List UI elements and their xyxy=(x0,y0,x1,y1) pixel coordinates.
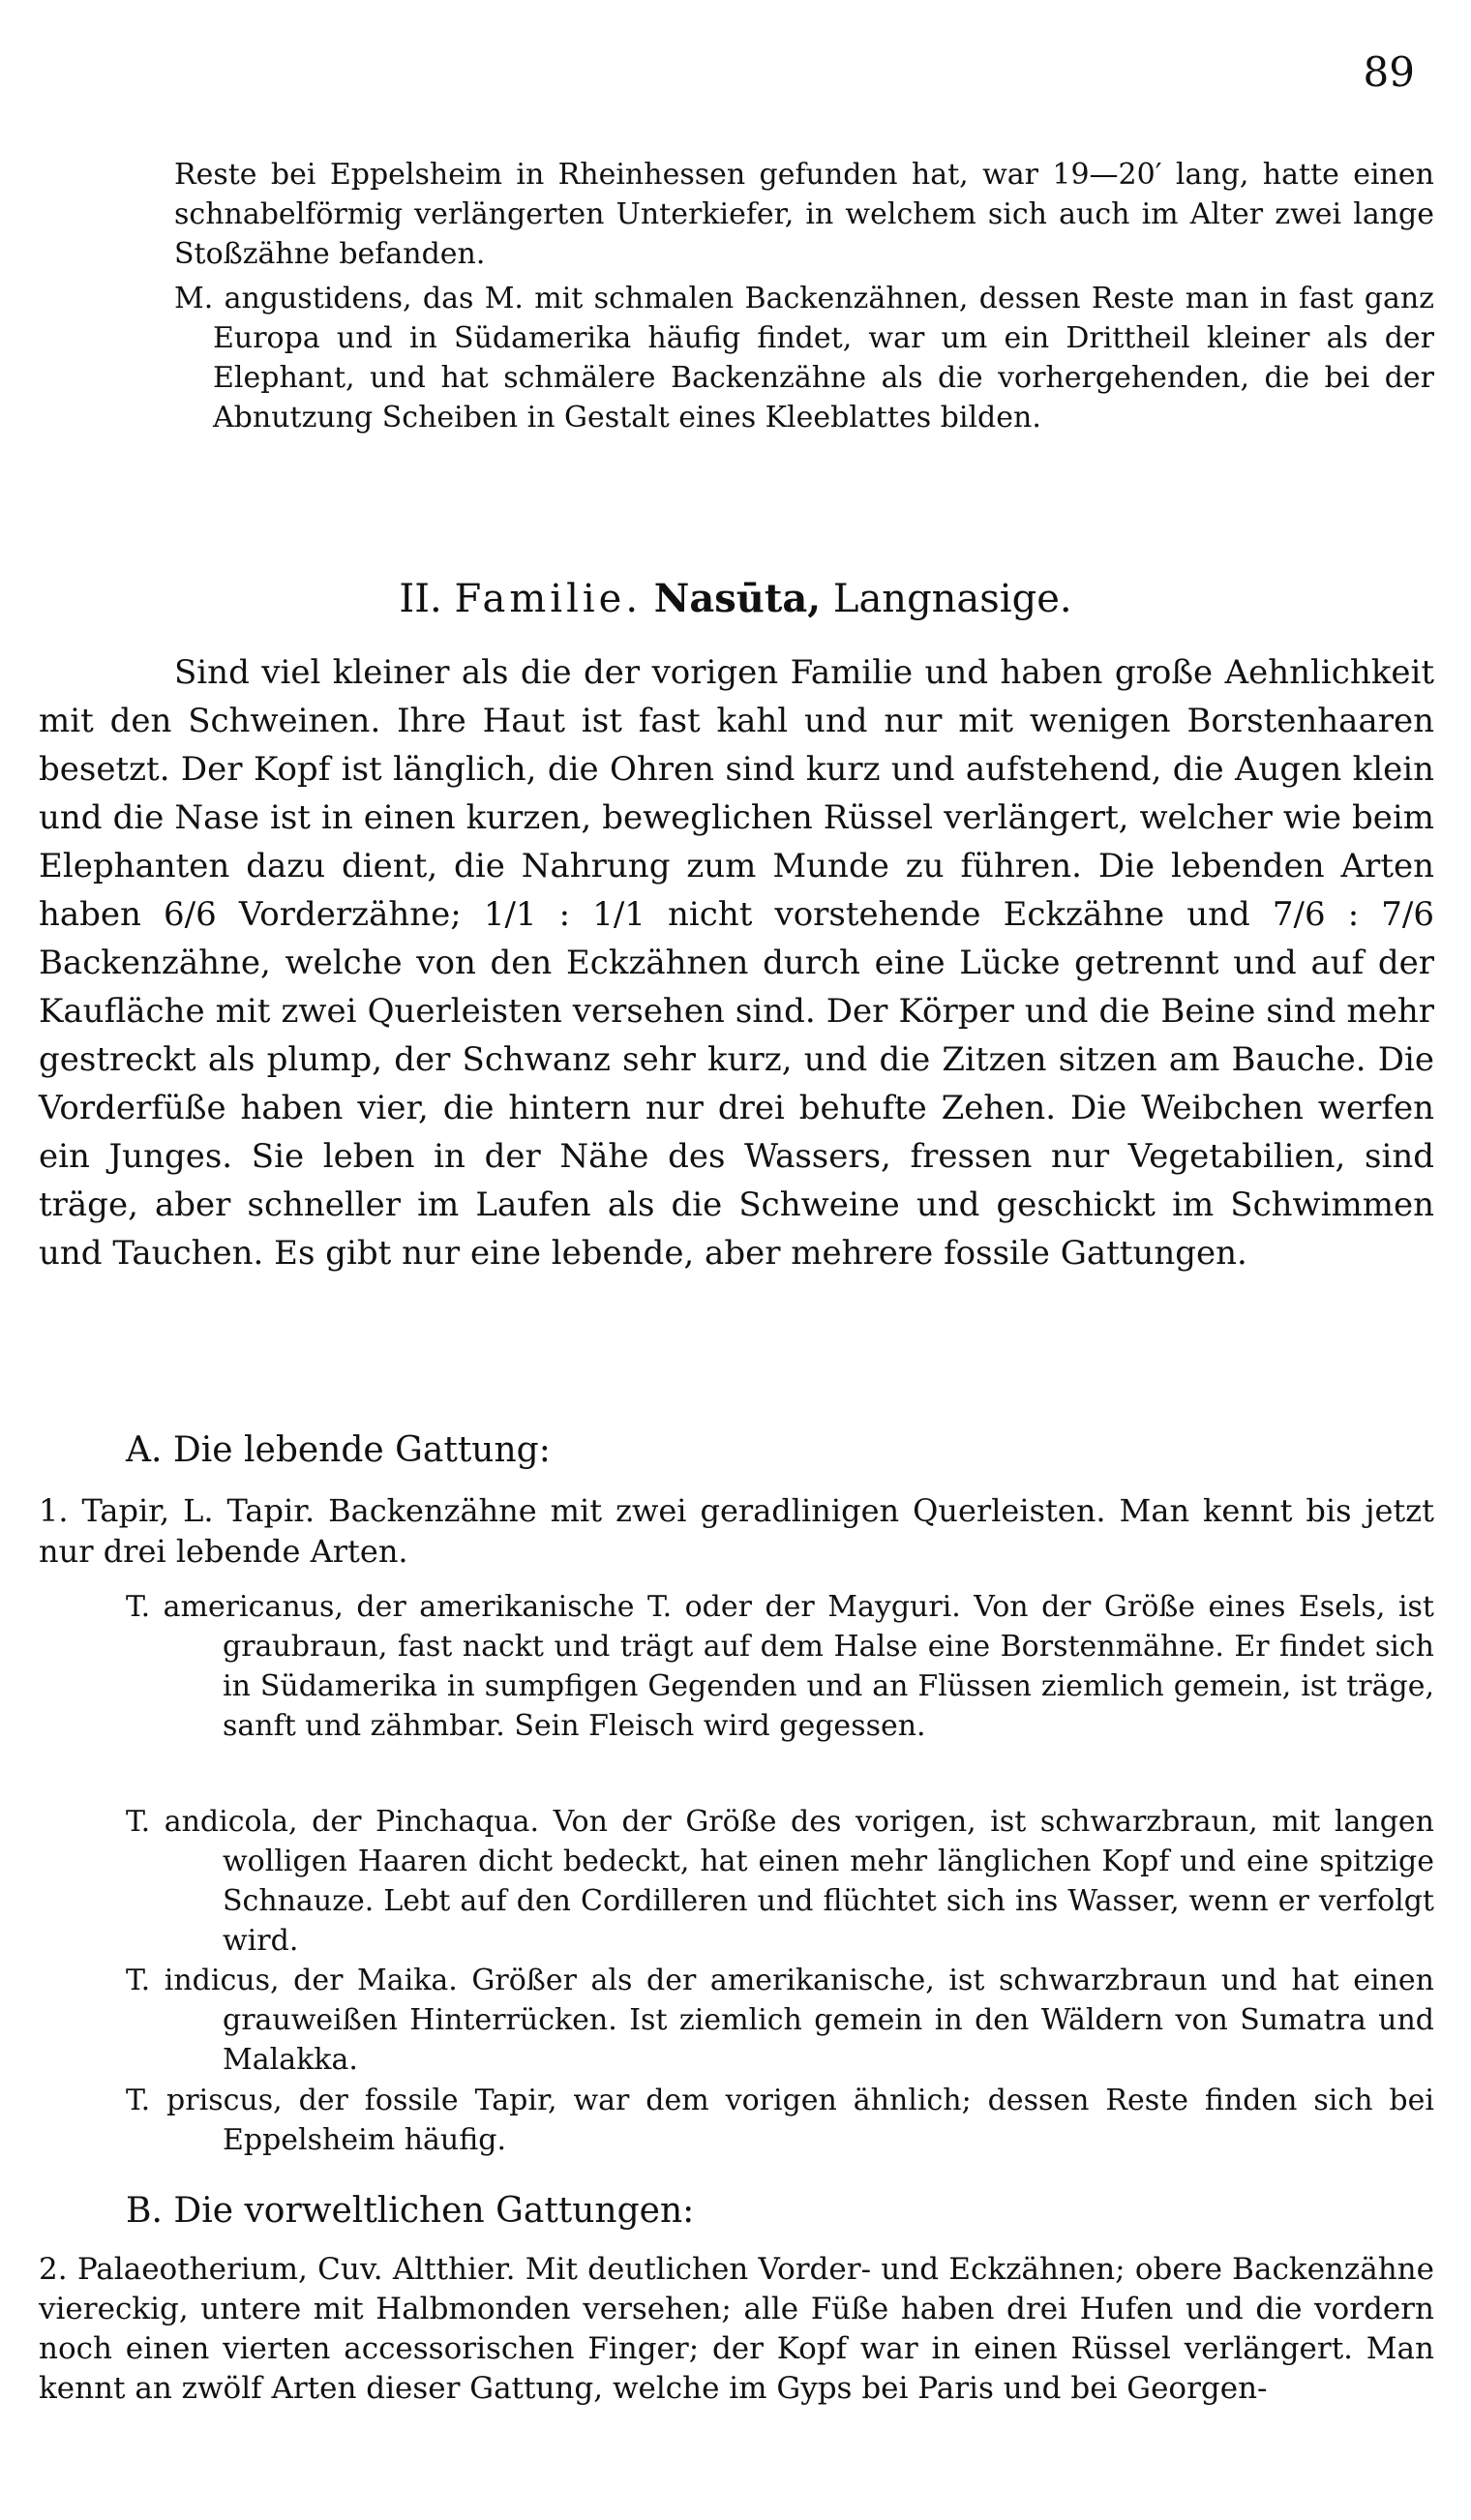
page-number: 89 xyxy=(1363,48,1415,96)
paragraph-family-description: Sind viel kleiner als die der vorigen Familie und haben große Aehnlichkeit mit den Schweinen. Ihre Haut ist fast kahl und nur mit wenigen Borstenhaaren besetzt. Der Kopf ist länglich, die Ohren sind kurz und aufstehend, die Augen klein und die Nase ist in einen kurzen, beweglichen Rüssel verlängert, welcher wie beim Elephanten dazu dient, die Nahrung zum Munde zu führen. Die lebenden Arten haben 6/6 Vorderzähne; 1/1 : 1/1 nicht vorstehende Eckzähne und 7/6 : 7/6 Backenzähne, welche von den Eckzähnen durch eine Lücke getrennt und auf der Kaufläche mit zwei Querleisten versehen sind. Der Körper und die Beine sind mehr gestreckt als plump, der Schwanz sehr kurz, und die Zitzen sitzen am Bauche. Die Vorderfüße haben vier, die hintern nur drei behufte Zehen. Die Weibchen werfen ein Junges. Sie leben in der Nähe des Wassers, fressen nur Vegetabilien, sind träge, aber schneller im Laufen als die Schweine und geschickt im Schwimmen und Tauchen. Es gibt nur eine lebende, aber mehrere fossile Gattungen. xyxy=(39,653,1434,1273)
paragraph-tapir-genus: 1. Tapir, L. Tapir. Backenzähne mit zwei geradlinigen Querleisten. Man kennt bis jetzt nur drei lebende Arten. xyxy=(39,1492,1434,1570)
family-number: II. xyxy=(399,577,442,621)
paragraph-t-americanus: T. americanus, der amerikanische T. oder der Mayguri. Von der Größe eines Esels, ist graubraun, fast nackt und trägt auf dem Halse eine Borstenmähne. Er findet sich in Südamerika in sumpfigen Gegenden und an Flüssen ziemlich gemein, ist träge, sanft und zähmbar. Sein Fleisch wird gegessen. xyxy=(126,1590,1434,1743)
paragraph-m-angustidens: M. angustidens, das M. mit schmalen Backenzähnen, dessen Reste man in fast ganz Europa und in Südamerika häufig findet, war um ein Drittheil kleiner als der Elephant, und hat schmälere Backenzähne als die vorhergehenden, die bei der Abnutzung Scheiben in Gestalt eines Kleeblattes bilden. xyxy=(174,282,1434,435)
paragraph-t-andicola: T. andicola, der Pinchaqua. Von der Größe des vorigen, ist schwarzbraun, mit langen wolligen Haaren dicht bedeckt, hat einen mehr länglichen Kopf und eine spitzige Schnauze. Lebt auf den Cordilleren und flüchtet sich ins Wasser, wenn er verfolgt wird. xyxy=(126,1805,1434,1958)
family-word: Familie. xyxy=(454,577,643,621)
family-heading xyxy=(0,576,1471,621)
subheading-living-genus: A. Die lebende Gattung: xyxy=(126,1430,551,1470)
family-latin-name: Nasūta, xyxy=(653,576,822,621)
paragraph-palaeotherium: 2. Palaeotherium, Cuv. Altthier. Mit deutlichen Vorder- und Eckzähnen; obere Backenzähne viereckig, untere mit Halbmonden versehen; alle Füße haben drei Hufen und die vordern noch einen vierten accessorischen Finger; der Kopf war in einen Rüssel verlängert. Man kennt an zwölf Arten dieser Gattung, welche im Gyps bei Paris und bei Georgen- xyxy=(39,2252,1434,2406)
paragraph-mastodon-remains: Reste bei Eppelsheim in Rheinhessen gefunden hat, war 19—20′ lang, hatte einen schnabelförmig verlängerten Unterkiefer, in welchem sich auch im Alter zwei lange Stoßzähne befanden. xyxy=(174,158,1434,271)
paragraph-t-priscus: T. priscus, der fossile Tapir, war dem vorigen ähnlich; dessen Reste finden sich bei Eppelsheim häufig. xyxy=(126,2084,1434,2157)
family-german-name: Langnasige. xyxy=(832,577,1072,621)
subheading-prehistoric-genera: B. Die vorweltlichen Gattungen: xyxy=(126,2191,695,2231)
paragraph-t-indicus: T. indicus, der Maika. Größer als der amerikanische, ist schwarzbraun und hat einen grauweißen Hinterrücken. Ist ziemlich gemein in den Wäldern von Sumatra und Malakka. xyxy=(126,1964,1434,2077)
